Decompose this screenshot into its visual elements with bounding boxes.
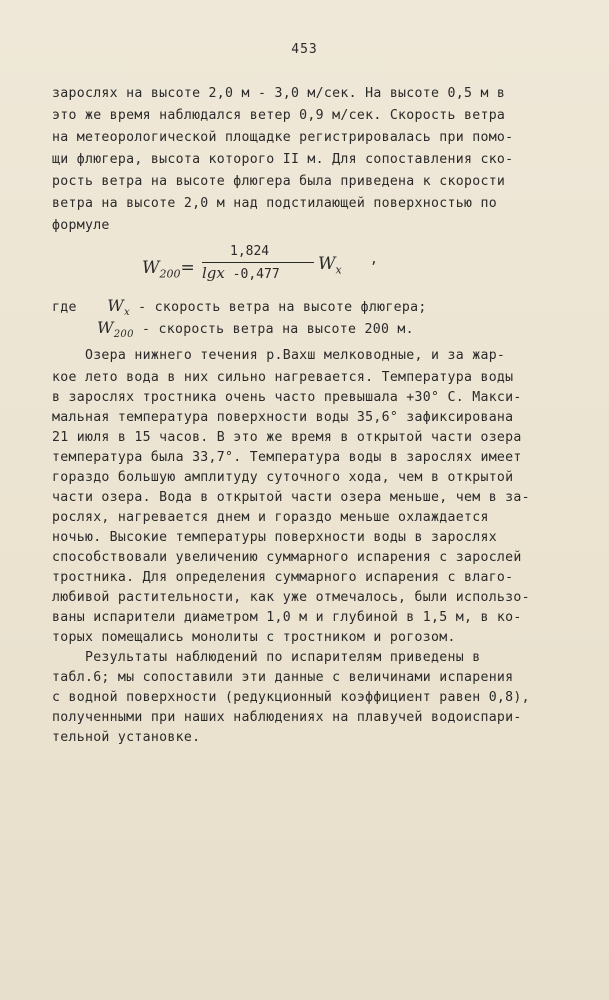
text-line: гораздо большую амплитуду суточного хода, чем в открытой: [52, 470, 514, 485]
text-line: тростника. Для определения суммарного испарения с влаго-: [52, 570, 514, 585]
text-line: табл.6; мы сопоставили эти данные с величинами испарения: [52, 670, 514, 685]
text-line: части озера. Вода в открытой части озера меньше, чем в за-: [52, 490, 530, 505]
text-line: это же время наблюдался ветер 0,9 м/сек. Скорость ветра: [52, 108, 506, 123]
formula-numerator: 1,824: [230, 244, 270, 259]
formula-rhs: [318, 254, 342, 276]
text-line: зарослях на высоте 2,0 м - 3,0 м/сек. На высоте 0,5 м в: [52, 86, 506, 101]
text-line: тельной установке.: [52, 730, 201, 745]
formula-denominator: [202, 264, 280, 282]
text-line: ветра на высоте 2,0 м над подстилающей поверхностью по: [52, 196, 497, 211]
definition-line-2: [97, 318, 414, 340]
formula-rhs-sub: x: [335, 263, 342, 277]
text-line: Результаты наблюдений по испарителям приведены в: [52, 650, 481, 665]
formula-den-rest: -0,477: [224, 267, 280, 282]
fraction-bar: [202, 262, 314, 263]
w200-symbol: [97, 318, 134, 341]
wx-symbol: [107, 296, 130, 319]
where-word: где: [52, 300, 77, 315]
text-line: торых помещались монолиты с тростником и рогозом.: [52, 630, 456, 645]
text-line: полученными при наших наблюдениях на плавучей водоиспари-: [52, 710, 522, 725]
text-line: кое лето вода в них сильно нагревается. Температура воды: [52, 370, 514, 385]
text-line: на метеорологической площадке регистрировалась при помо-: [52, 130, 514, 145]
definition-text-1: - скорость ветра на высоте флюгера;: [138, 300, 427, 315]
text-line: мальная температура поверхности воды 35,6° зафиксирована: [52, 410, 514, 425]
definition-text-2: - скорость ветра на высоте 200 м.: [142, 322, 414, 337]
formula-equals: =: [180, 258, 195, 278]
text-line: температура была 33,7°. Температура воды в зарослях имеет: [52, 450, 522, 465]
wx-symbol-letter: W: [107, 296, 124, 315]
formula-lhs-sub: 200: [159, 267, 181, 281]
page-number: 453: [291, 42, 318, 57]
formula-lhs: [142, 258, 195, 280]
wx-symbol-sub: x: [123, 307, 130, 319]
text-line: ночью. Высокие температуры поверхности воды в зарослях: [52, 530, 497, 545]
text-line: любивой растительности, как уже отмечалось, были использо-: [52, 590, 530, 605]
text-line: рость ветра на высоте флюгера была приведена к скорости: [52, 174, 506, 189]
formula-lhs-symbol: W: [142, 258, 160, 278]
w200-symbol-letter: W: [97, 318, 114, 337]
text-line: способствовали увеличению суммарного испарения с зарослей: [52, 550, 522, 565]
text-line: щи флюгера, высота которого II м. Для сопоставления ско-: [52, 152, 514, 167]
formula-log: lgx: [202, 264, 225, 282]
text-line: в зарослях тростника очень часто превышала +30° С. Макси-: [52, 390, 522, 405]
text-line: формуле: [52, 218, 110, 233]
text-line: ваны испарители диаметром 1,0 м и глубиной в 1,5 м, в ко-: [52, 610, 522, 625]
text-line: с водной поверхности (редукционный коэффициент равен 0,8),: [52, 690, 530, 705]
wind-formula: [142, 244, 382, 294]
formula-comma: ,: [370, 252, 378, 267]
text-line: Озера нижнего течения р.Вахш мелководные, и за жар-: [52, 348, 506, 363]
w200-symbol-sub: 200: [113, 329, 134, 341]
text-line: рослях, нагревается днем и гораздо меньше охлаждается: [52, 510, 489, 525]
text-line: 21 июля в 15 часов. В это же время в открытой части озера: [52, 430, 522, 445]
definition-line-1: [52, 296, 427, 318]
formula-rhs-symbol: W: [318, 254, 336, 274]
